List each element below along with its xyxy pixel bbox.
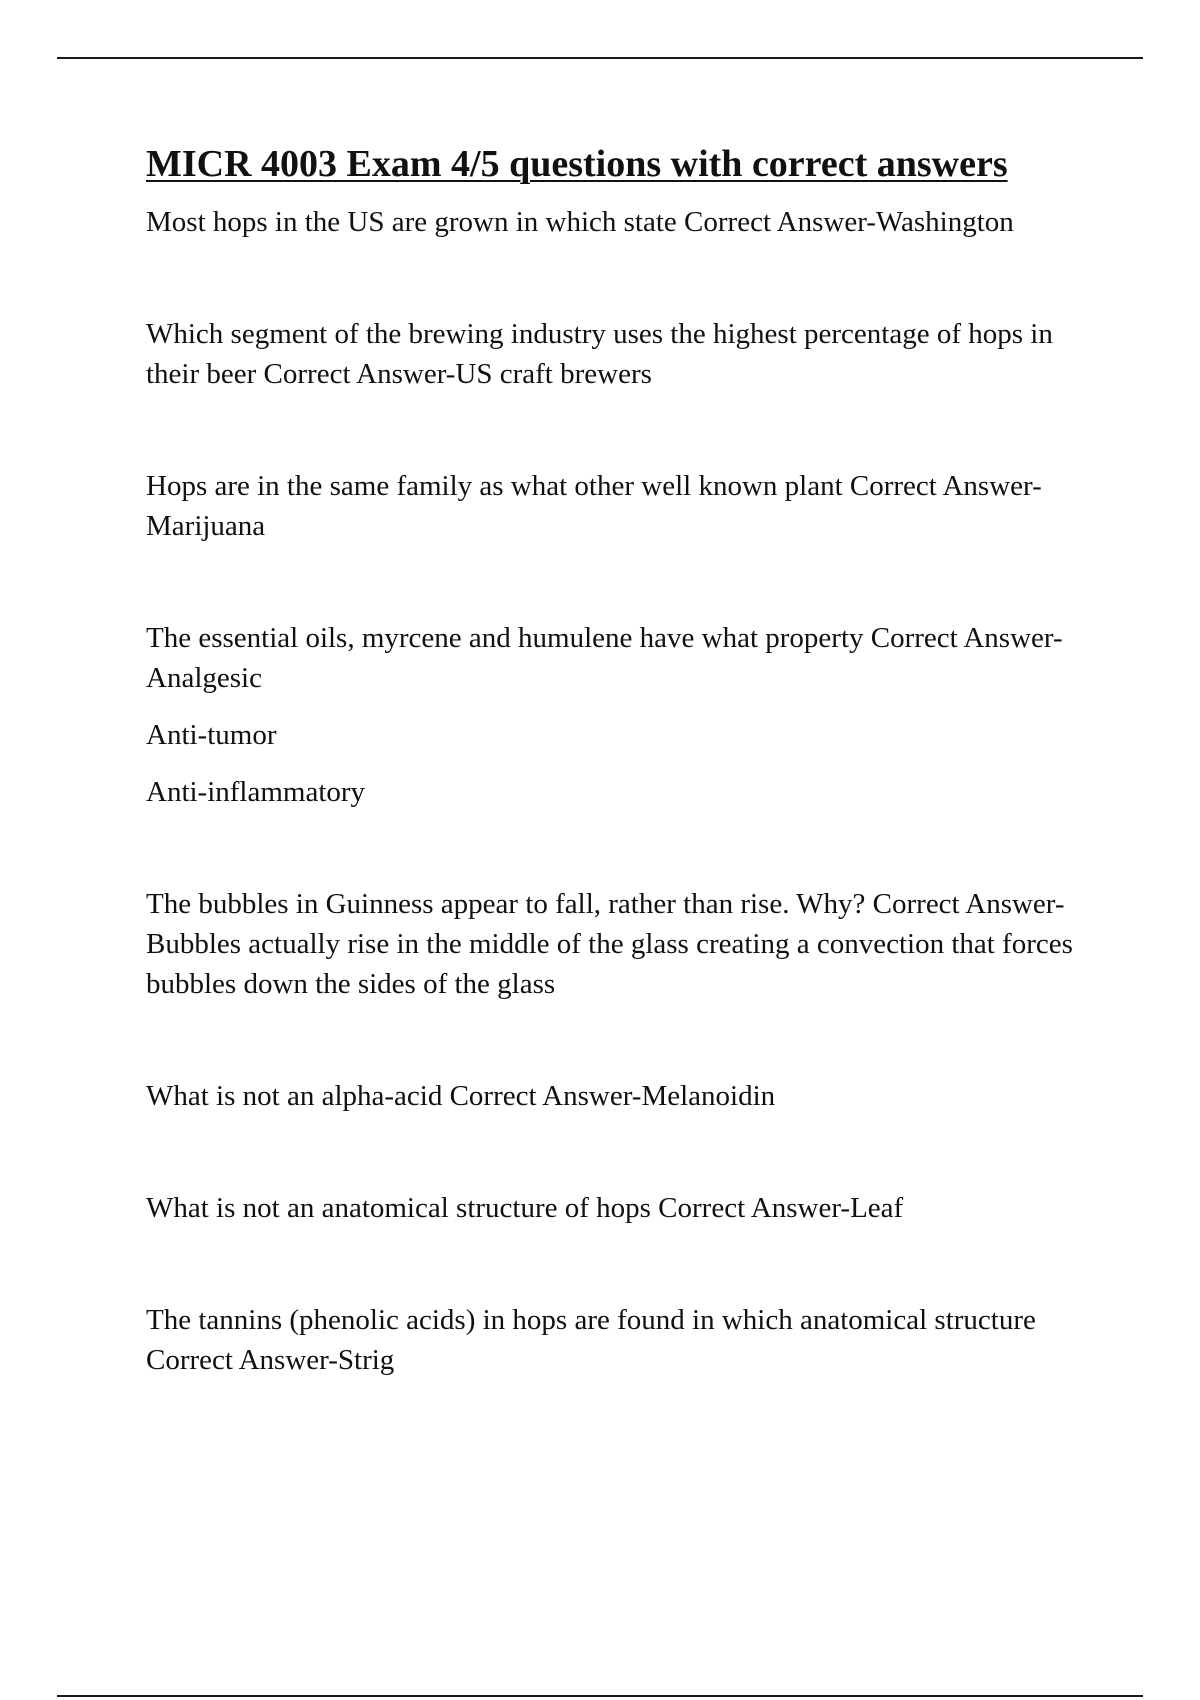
qa-text: Which segment of the brewing industry uses the highest percentage of hops in their beer Correct Answer-US craft brewers — [146, 317, 1053, 390]
qa-item — [146, 884, 1096, 1004]
qa-text: The essential oils, myrcene and humulene have what property Correct Answer-Analgesic — [146, 621, 1063, 694]
document-body — [146, 142, 1096, 1380]
qa-extra-answer: Anti-tumor — [146, 718, 277, 751]
qa-item — [146, 202, 1096, 242]
qa-item — [146, 618, 1096, 812]
qa-text: What is not an anatomical structure of hops Correct Answer-Leaf — [146, 1191, 904, 1224]
qa-text: The tannins (phenolic acids) in hops are found in which anatomical structure Correct Answer-Strig — [146, 1303, 1036, 1376]
qa-extra-answer: Anti-inflammatory — [146, 775, 366, 808]
qa-text: The bubbles in Guinness appear to fall, rather than rise. Why? Correct Answer-Bubbles actually rise in the middle of the glass creating a convection that forces bubbles down the sides of the glass — [146, 887, 1073, 1000]
qa-item — [146, 314, 1096, 394]
qa-item — [146, 1188, 1096, 1228]
qa-item — [146, 1076, 1096, 1116]
qa-item — [146, 466, 1096, 546]
header-rule — [57, 57, 1143, 59]
qa-text: Most hops in the US are grown in which state Correct Answer-Washington — [146, 205, 1014, 238]
qa-item — [146, 1300, 1096, 1380]
qa-text: What is not an alpha-acid Correct Answer-Melanoidin — [146, 1079, 776, 1112]
footer-rule — [57, 1695, 1143, 1697]
qa-text: Hops are in the same family as what other well known plant Correct Answer-Marijuana — [146, 469, 1042, 542]
document-title: MICR 4003 Exam 4/5 questions with correct answers — [146, 143, 1008, 185]
